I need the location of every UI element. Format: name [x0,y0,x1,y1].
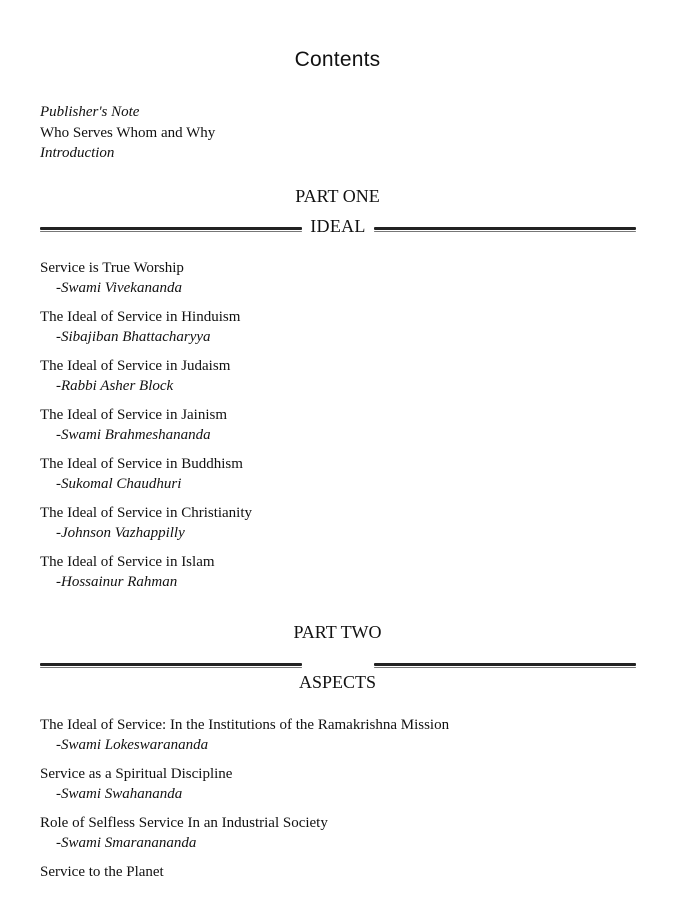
toc-entry [40,862,449,882]
entry-author: -Sibajiban Bhattacharyya [56,329,211,345]
entry-author: -Johnson Vazhappilly [56,525,185,541]
part-one-divider [40,215,636,239]
entry-author: -Rabbi Asher Block [56,378,174,394]
part-one-entries [40,258,252,601]
entry-author: -Sukomal Chaudhuri [56,476,182,492]
entry-title: The Ideal of Service in Hinduism [40,309,241,325]
part-one-heading: PART ONE [295,186,380,206]
page-title: Contents [294,48,381,71]
toc-entry [40,356,252,396]
entry-author: -Swami Brahmeshananda [56,427,211,443]
entry-author: -Hossainur Rahman [56,574,178,590]
entry-title: Role of Selfless Service In an Industrial Society [40,815,328,831]
entry-title: The Ideal of Service in Jainism [40,407,228,423]
toc-entry [40,454,252,494]
entry-title: The Ideal of Service in Judaism [40,358,231,374]
entry-title: The Ideal of Service in Christianity [40,505,253,521]
part-two-subheading: ASPECTS [298,672,377,692]
toc-entry [40,258,252,298]
entry-author: -Swami Swahananda [56,786,183,802]
toc-entry [40,813,449,853]
entry-author: -Swami Smaranananda [56,835,197,851]
divider-rule-left-shadow [40,667,302,668]
toc-entry [40,552,252,592]
divider-rule-left [40,663,302,666]
part-two-entries [40,715,449,891]
entry-title: The Ideal of Service: In the Institutions of the Ramakrishna Mission [40,717,450,733]
entry-title: Service is True Worship [40,260,184,276]
front-matter-item-publishers-note: Publisher's Note [40,104,140,120]
front-matter-list [40,102,215,164]
toc-entry [40,503,252,543]
part-two-heading: PART TWO [293,622,382,642]
divider-rule-right-shadow [374,667,636,668]
entry-author: -Swami Lokeswarananda [56,737,209,753]
front-matter-item-who-serves-whom: Who Serves Whom and Why [40,124,216,141]
front-matter-item-introduction: Introduction [40,145,115,161]
entry-title: The Ideal of Service in Islam [40,554,215,570]
part-one-subheading: IDEAL [310,216,366,236]
entry-title: Service as a Spiritual Discipline [40,766,233,782]
entry-title: Service to the Planet [40,864,164,880]
entry-author: -Swami Vivekananda [56,280,182,296]
toc-entry [40,715,449,755]
toc-entry [40,307,252,347]
entry-title: The Ideal of Service in Buddhism [40,456,243,472]
toc-entry [40,764,449,804]
toc-entry [40,405,252,445]
divider-rule-right [374,663,636,666]
